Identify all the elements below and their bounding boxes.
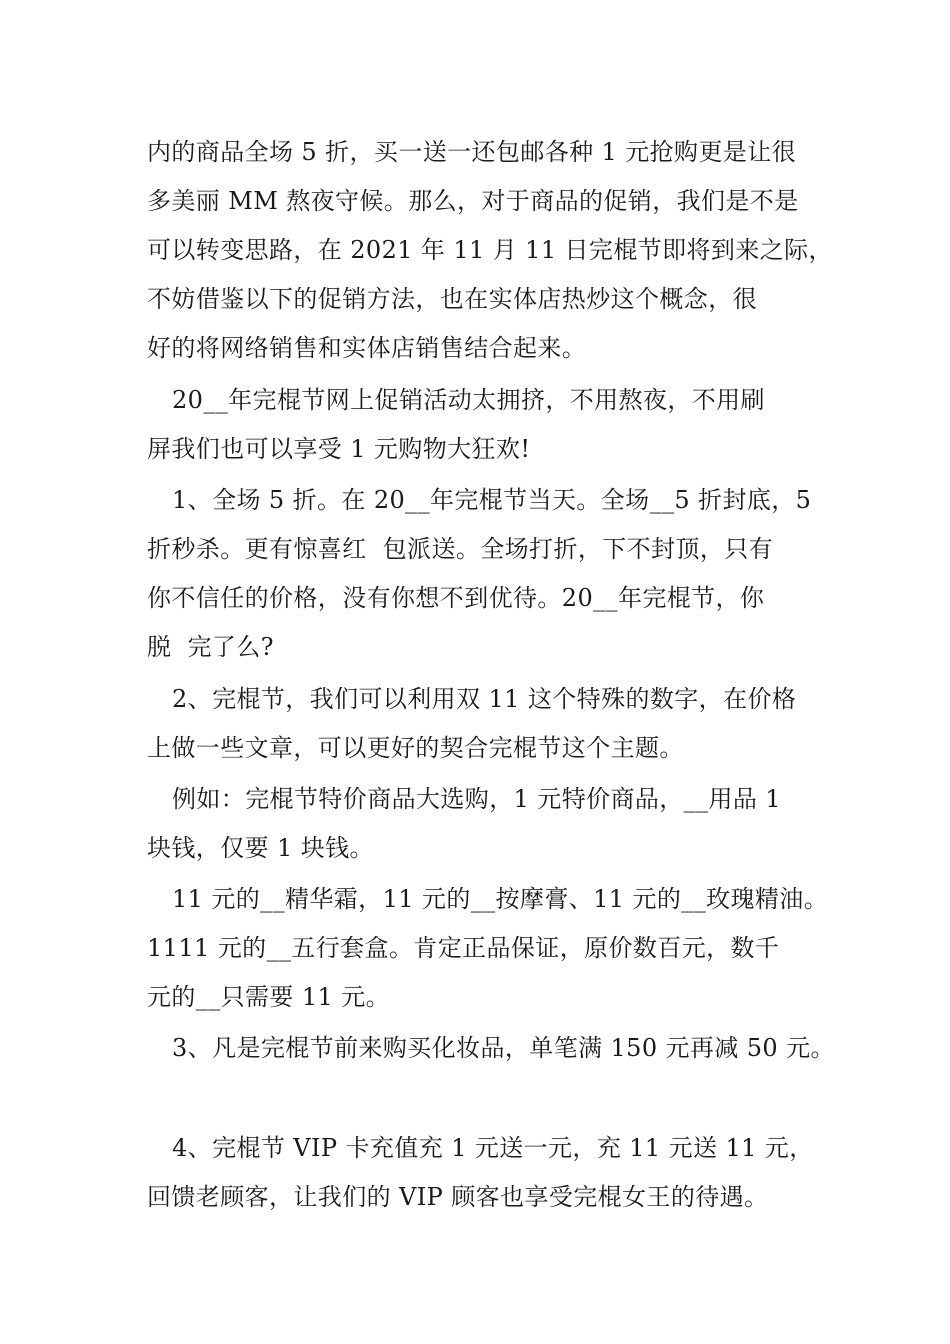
text-line: 20__年完棍节网上促销活动太拥挤，不用熬夜，不用刷 [172,386,765,414]
text-line: 1、全场 5 折。在 20__年完棍节当天。全场__5 折封底，5 [172,486,812,514]
text-line: 你不信任的价格，没有你想不到优待。20__年完棍节，你 [147,584,765,612]
text-line: 上做一些文章，可以更好的契合完棍节这个主题。 [147,734,684,762]
text-line: 回馈老顾客，让我们的 VIP 顾客也享受完棍女王的待遇。 [147,1183,769,1211]
text-line: 内的商品全场 5 折，买一送一还包邮各种 1 元抢购更是让很 [147,138,797,166]
text-line: 3、凡是完棍节前来购买化妆品，单笔满 150 元再减 50 元。 [172,1034,835,1062]
text-line: 2、完棍节，我们可以利用双 11 这个特殊的数字，在价格 [172,685,797,713]
text-line: 块钱，仅要 1 块钱。 [147,834,374,862]
text-line: 折秒杀。更有惊喜红 包派送。全场打折，下不封顶，只有 [147,535,774,563]
text-line: 11 元的__精华霜，11 元的__按摩膏、11 元的__玫瑰精油。 [172,885,829,913]
text-line: 元的__只需要 11 元。 [147,983,390,1011]
text-line: 不妨借鉴以下的促销方法，也在实体店热炒这个概念，很 [147,285,757,313]
text-line: 可以转变思路，在 2021 年 11 月 11 日完棍节即将到来之际， [147,236,833,264]
text-line: 脱 完了么? [147,633,274,661]
text-line: 1111 元的__五行套盒。肯定正品保证，原价数百元，数千 [147,934,780,962]
text-line: 多美丽 MM 熬夜守候。那么，对于商品的促销，我们是不是 [147,187,799,215]
text-line: 例如：完棍节特价商品大选购，1 元特价商品，__用品 1 [172,785,781,813]
text-line: 好的将网络销售和实体店销售结合起来。 [147,334,587,362]
text-line: 屏我们也可以享受 1 元购物大狂欢! [147,435,531,463]
text-line: 4、完棍节 VIP 卡充值充 1 元送一元，充 11 元送 11 元， [172,1134,814,1162]
